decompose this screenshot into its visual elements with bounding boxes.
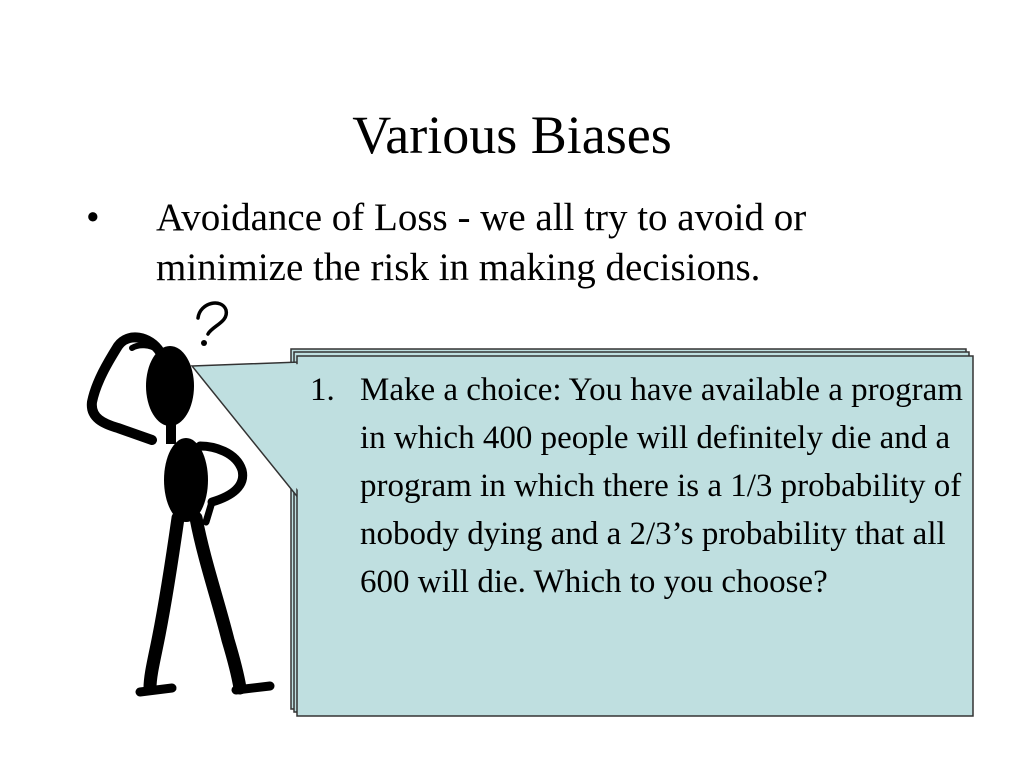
page-title: Various Biases [352,105,672,165]
callout-item-text: Make a choice: You have available a program in which 400 people will definitely die and a program in which there is a 1/3 probability of nobody dying and a 2/3’s probability that all 600 will die. Which to you choose? [360,372,963,600]
question-mark-icon [198,303,226,346]
bullet-text: Avoidance of Loss - we all try to avoid or minimize the risk in making decisions. [156,196,807,289]
callout-item-number: 1. [310,372,335,408]
bullet-marker: • [86,196,100,239]
